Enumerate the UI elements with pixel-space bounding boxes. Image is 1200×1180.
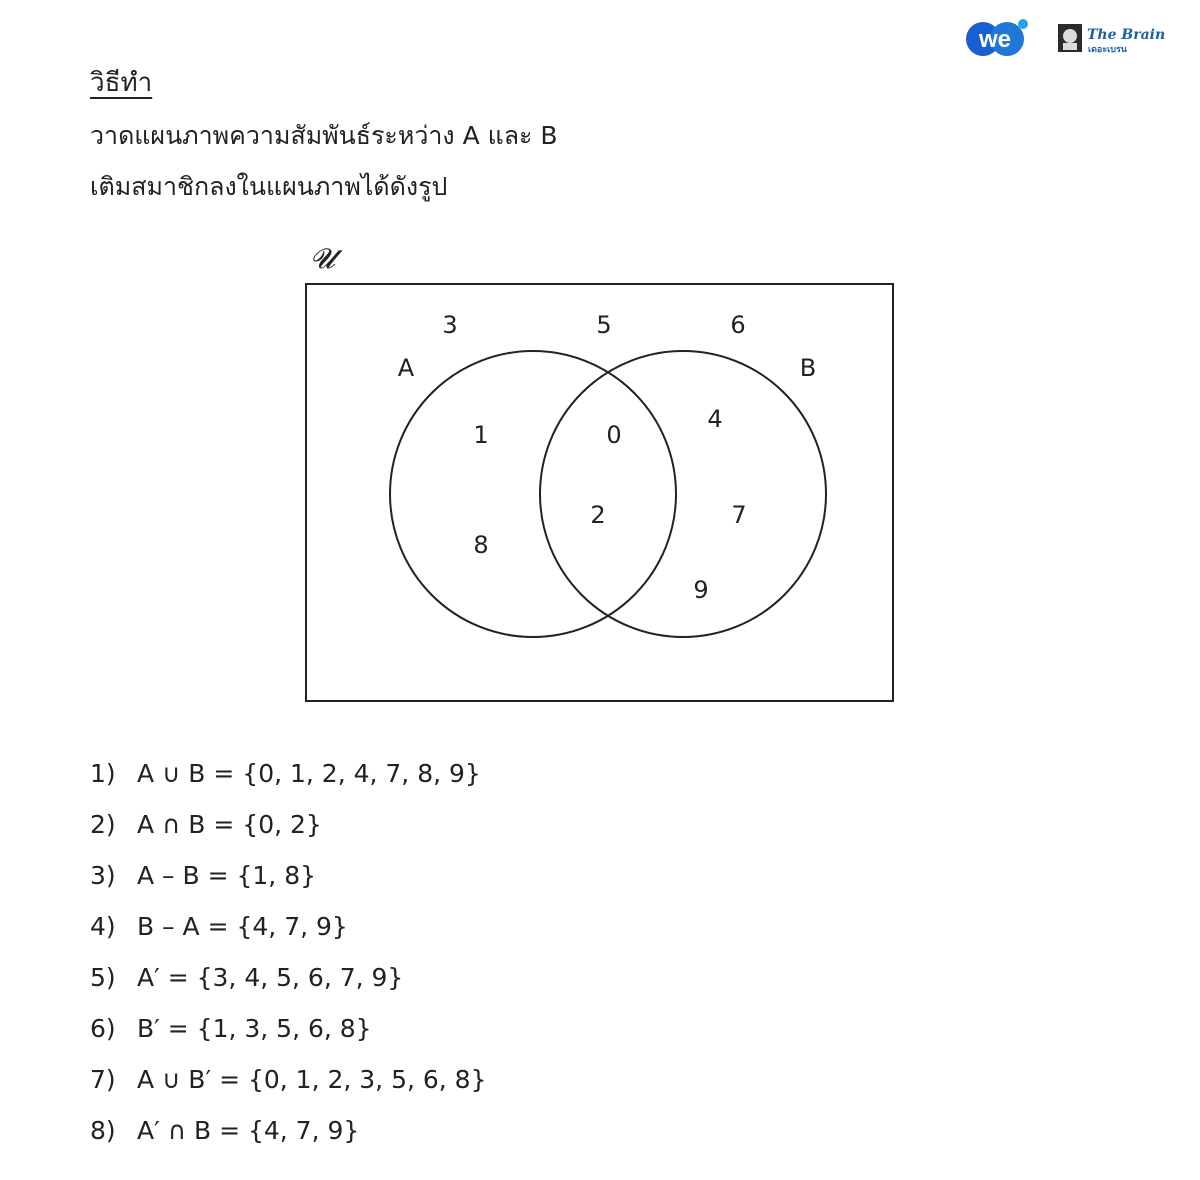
universe-label: 𝓤 <box>310 242 335 275</box>
answer-text: A ∪ B = {0, 1, 2, 4, 7, 8, 9} <box>137 759 481 788</box>
outside-element: 6 <box>730 311 746 339</box>
answer-number: 5) <box>90 963 116 992</box>
answer-text: A′ = {3, 4, 5, 6, 7, 9} <box>137 963 404 992</box>
answer-item <box>90 901 486 952</box>
the-brain-subtitle: เดอะเบรน <box>1088 45 1127 55</box>
answer-number: 1) <box>90 759 116 788</box>
we-logo <box>963 18 1027 58</box>
answer-text: A ∪ B′ = {0, 1, 2, 3, 5, 6, 8} <box>137 1065 487 1094</box>
we-logo-text: we <box>978 26 1012 53</box>
answer-number: 7) <box>90 1065 116 1094</box>
outside-element: 5 <box>596 311 612 339</box>
answer-text: B – A = {4, 7, 9} <box>137 912 348 941</box>
only-b-element: 7 <box>731 501 747 529</box>
set-b-circle <box>540 351 826 637</box>
intro-line-2: เติมสมาชิกลงในแผนภาพได้ดังรูป <box>90 172 448 201</box>
answer-text: A′ ∩ B = {4, 7, 9} <box>137 1116 360 1145</box>
answer-number: 2) <box>90 810 116 839</box>
venn-diagram <box>290 238 910 718</box>
answer-text: B′ = {1, 3, 5, 6, 8} <box>137 1014 372 1043</box>
intersection-element: 0 <box>606 421 622 449</box>
answer-number: 6) <box>90 1014 116 1043</box>
answer-text: A ∩ B = {0, 2} <box>137 810 322 839</box>
only-a-element: 8 <box>473 531 489 559</box>
only-b-element: 4 <box>707 405 723 433</box>
only-a-element: 1 <box>473 421 489 449</box>
answer-text: A – B = {1, 8} <box>137 861 317 890</box>
the-brain-logo <box>1058 22 1166 56</box>
universe-rectangle <box>306 284 893 701</box>
answer-list <box>90 748 486 1156</box>
answer-number: 8) <box>90 1116 116 1145</box>
the-brain-title: The Brain <box>1087 27 1166 43</box>
intersection-element: 2 <box>590 501 606 529</box>
answer-item <box>90 1003 486 1054</box>
set-b-label: B <box>799 354 817 382</box>
answer-item <box>90 799 486 850</box>
set-a-label: A <box>397 354 415 382</box>
outside-element: 3 <box>442 311 458 339</box>
answer-number: 3) <box>90 861 116 890</box>
answer-item <box>90 850 486 901</box>
answer-item <box>90 748 486 799</box>
answer-number: 4) <box>90 912 116 941</box>
answer-item <box>90 1054 486 1105</box>
answer-item <box>90 1105 486 1156</box>
only-b-element: 9 <box>693 576 709 604</box>
solution-heading: วิธีทำ <box>90 68 153 98</box>
set-a-circle <box>390 351 676 637</box>
intro-line-1: วาดแผนภาพความสัมพันธ์ระหว่าง A และ B <box>90 121 558 150</box>
answer-item <box>90 952 486 1003</box>
